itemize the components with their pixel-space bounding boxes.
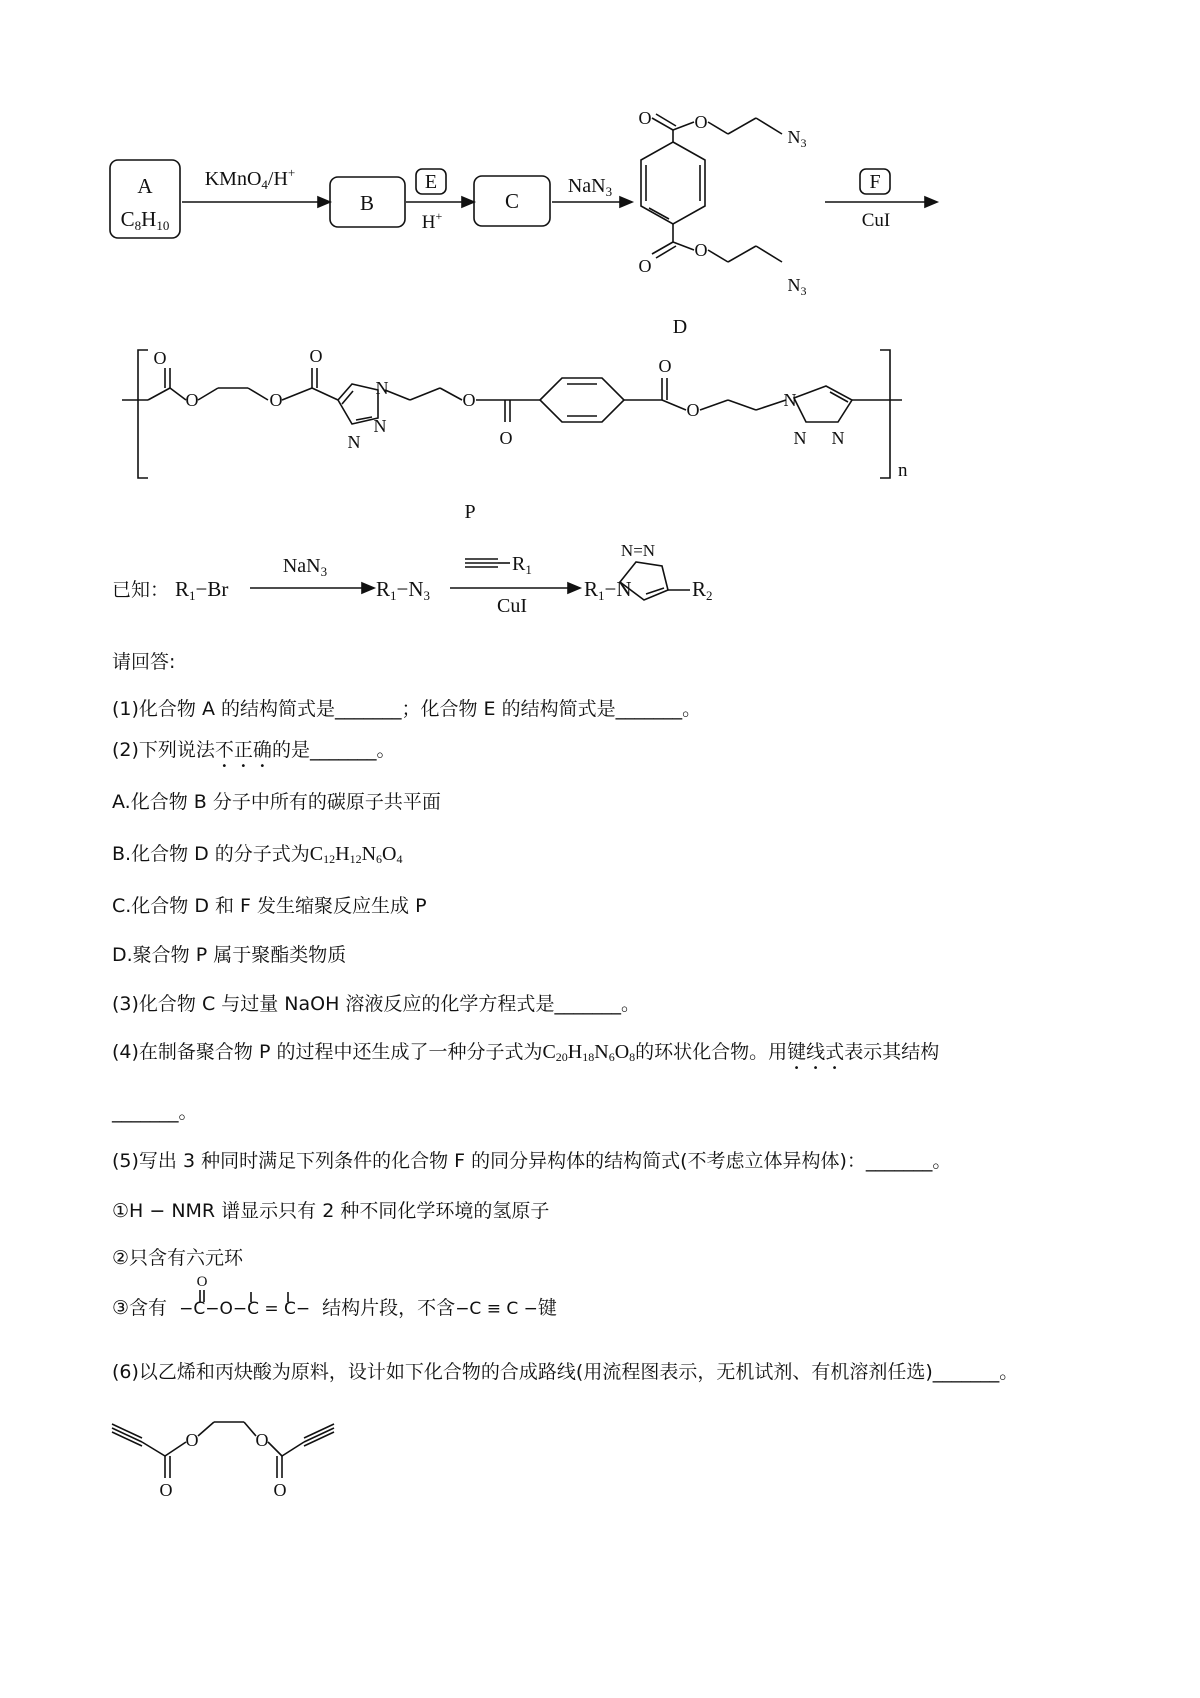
known-product-R2: R2 bbox=[692, 577, 713, 603]
atom-O: O bbox=[196, 1274, 208, 1290]
atom-O: O bbox=[462, 390, 476, 410]
known-reagent-cui: CuI bbox=[497, 595, 527, 617]
atom-O: O bbox=[499, 428, 513, 448]
q4-text: (4)在制备聚合物 P 的过程中还生成了一种分子式为 bbox=[112, 1041, 543, 1063]
known-reagent-nan3: NaN$_3$ bbox=[282, 555, 328, 579]
q2-text: (2)下列说法 bbox=[112, 739, 215, 761]
label-F: F bbox=[869, 171, 881, 193]
question-4 bbox=[112, 1040, 939, 1074]
atom-O: O bbox=[185, 390, 199, 410]
condition-2: ②只含有六元环 bbox=[112, 1247, 244, 1269]
known-middle: R1−N3 bbox=[376, 577, 431, 603]
option-C: C.化合物 D 和 F 发生缩聚反应生成 P bbox=[112, 895, 427, 917]
question-2 bbox=[112, 738, 395, 772]
condition-3 bbox=[112, 1296, 557, 1321]
cond3-text-end: 键 bbox=[537, 1297, 557, 1319]
atom-N: N bbox=[373, 416, 387, 436]
q2-text-end: 的是_______。 bbox=[271, 739, 396, 761]
label-P: P bbox=[464, 501, 476, 523]
condition-1: ①H − NMR 谱显示只有 2 种不同化学环境的氢原子 bbox=[112, 1200, 550, 1222]
question-6: (6)以乙烯和丙炔酸为原料，设计如下化合物的合成路线(用流程图表示，无机试剂、有机溶剂任选)_______。 bbox=[112, 1361, 1019, 1383]
polymer-P-structure bbox=[122, 350, 902, 478]
atom-O: O bbox=[658, 356, 672, 376]
reagent-nan3: NaN$_3$ bbox=[567, 175, 613, 199]
label-B: B bbox=[359, 191, 375, 215]
option-B-text: B.化合物 D 的分子式为 bbox=[112, 843, 310, 865]
formula-A: C8H10 bbox=[120, 207, 170, 233]
atom-O: O bbox=[638, 256, 652, 276]
known-alkyne-R1: $R_1$ bbox=[512, 553, 532, 577]
target-molecule-structure bbox=[112, 1422, 334, 1478]
atom-O: O bbox=[255, 1430, 269, 1450]
atom-O: O bbox=[185, 1430, 199, 1450]
atom-O: O bbox=[153, 348, 167, 368]
atom-N: N bbox=[793, 428, 807, 448]
q4-text-mid: 的环状化合物。用 bbox=[635, 1041, 788, 1063]
atom-O: O bbox=[273, 1480, 287, 1500]
atom-O: O bbox=[686, 400, 700, 420]
cond3-text-mid: 结构片段，不含 bbox=[322, 1297, 456, 1319]
known-product-R1: R1−N bbox=[584, 577, 632, 603]
label-E: E bbox=[424, 171, 438, 193]
label-D: D bbox=[672, 316, 688, 338]
atom-O: O bbox=[269, 390, 283, 410]
option-D: D.聚合物 P 属于聚酯类物质 bbox=[112, 944, 347, 966]
atom-O: O bbox=[309, 346, 323, 366]
azide-top: $N_3$ bbox=[787, 127, 807, 150]
compound-D-structure bbox=[641, 114, 782, 262]
label-A: A bbox=[137, 174, 153, 198]
label-C: C bbox=[504, 189, 520, 213]
reagent-H-plus: H+ bbox=[421, 209, 443, 233]
atom-N: N bbox=[783, 390, 797, 410]
formula-D: $C_{12}H_{12}N_6O_4$ bbox=[309, 843, 403, 866]
q4-emphasis: 键线式 bbox=[787, 1041, 845, 1063]
question-1: (1)化合物 A 的结构简式是_______；化合物 E 的结构简式是_______。 bbox=[112, 698, 702, 720]
question-5: (5)写出 3 种同时满足下列条件的化合物 F 的同分异构体的结构简式(不考虑立体异构体)：_______。 bbox=[112, 1150, 952, 1172]
question-4-blank: _______。 bbox=[112, 1101, 198, 1123]
q2-emphasis: 不正确 bbox=[214, 739, 272, 761]
atom-O: O bbox=[159, 1480, 173, 1500]
question-3: (3)化合物 C 与过量 NaOH 溶液反应的化学方程式是_______。 bbox=[112, 993, 640, 1015]
atom-O: O bbox=[638, 108, 652, 128]
known-label: 已知： bbox=[112, 579, 170, 601]
atom-O: O bbox=[694, 240, 708, 260]
atom-N: N bbox=[347, 432, 361, 452]
option-A: A.化合物 B 分子中所有的碳原子共平面 bbox=[112, 791, 441, 813]
option-B bbox=[112, 842, 403, 866]
known-start: R1−Br bbox=[175, 577, 229, 603]
reagent-cui: CuI bbox=[861, 210, 891, 231]
cond3-bond: −C ≡ C − bbox=[455, 1299, 538, 1319]
azide-bottom: $N_3$ bbox=[787, 275, 807, 298]
atom-N: N=N bbox=[620, 541, 656, 560]
atom-N: N bbox=[831, 428, 845, 448]
reagent-kmno4: KMnO$_4$/H+ bbox=[204, 165, 296, 192]
repeat-n: n bbox=[898, 460, 908, 481]
formula-cyclic: $C_{20}H_{18}N_6O_8$ bbox=[542, 1041, 636, 1064]
atom-O: O bbox=[694, 112, 708, 132]
cond3-text: ③含有 bbox=[112, 1297, 168, 1319]
atom-N: N bbox=[375, 378, 389, 398]
intro-text: 请回答: bbox=[112, 651, 176, 673]
cond3-fragment: −C−O−C = C− bbox=[179, 1299, 311, 1319]
q4-text-end: 表示其结构 bbox=[844, 1041, 940, 1063]
